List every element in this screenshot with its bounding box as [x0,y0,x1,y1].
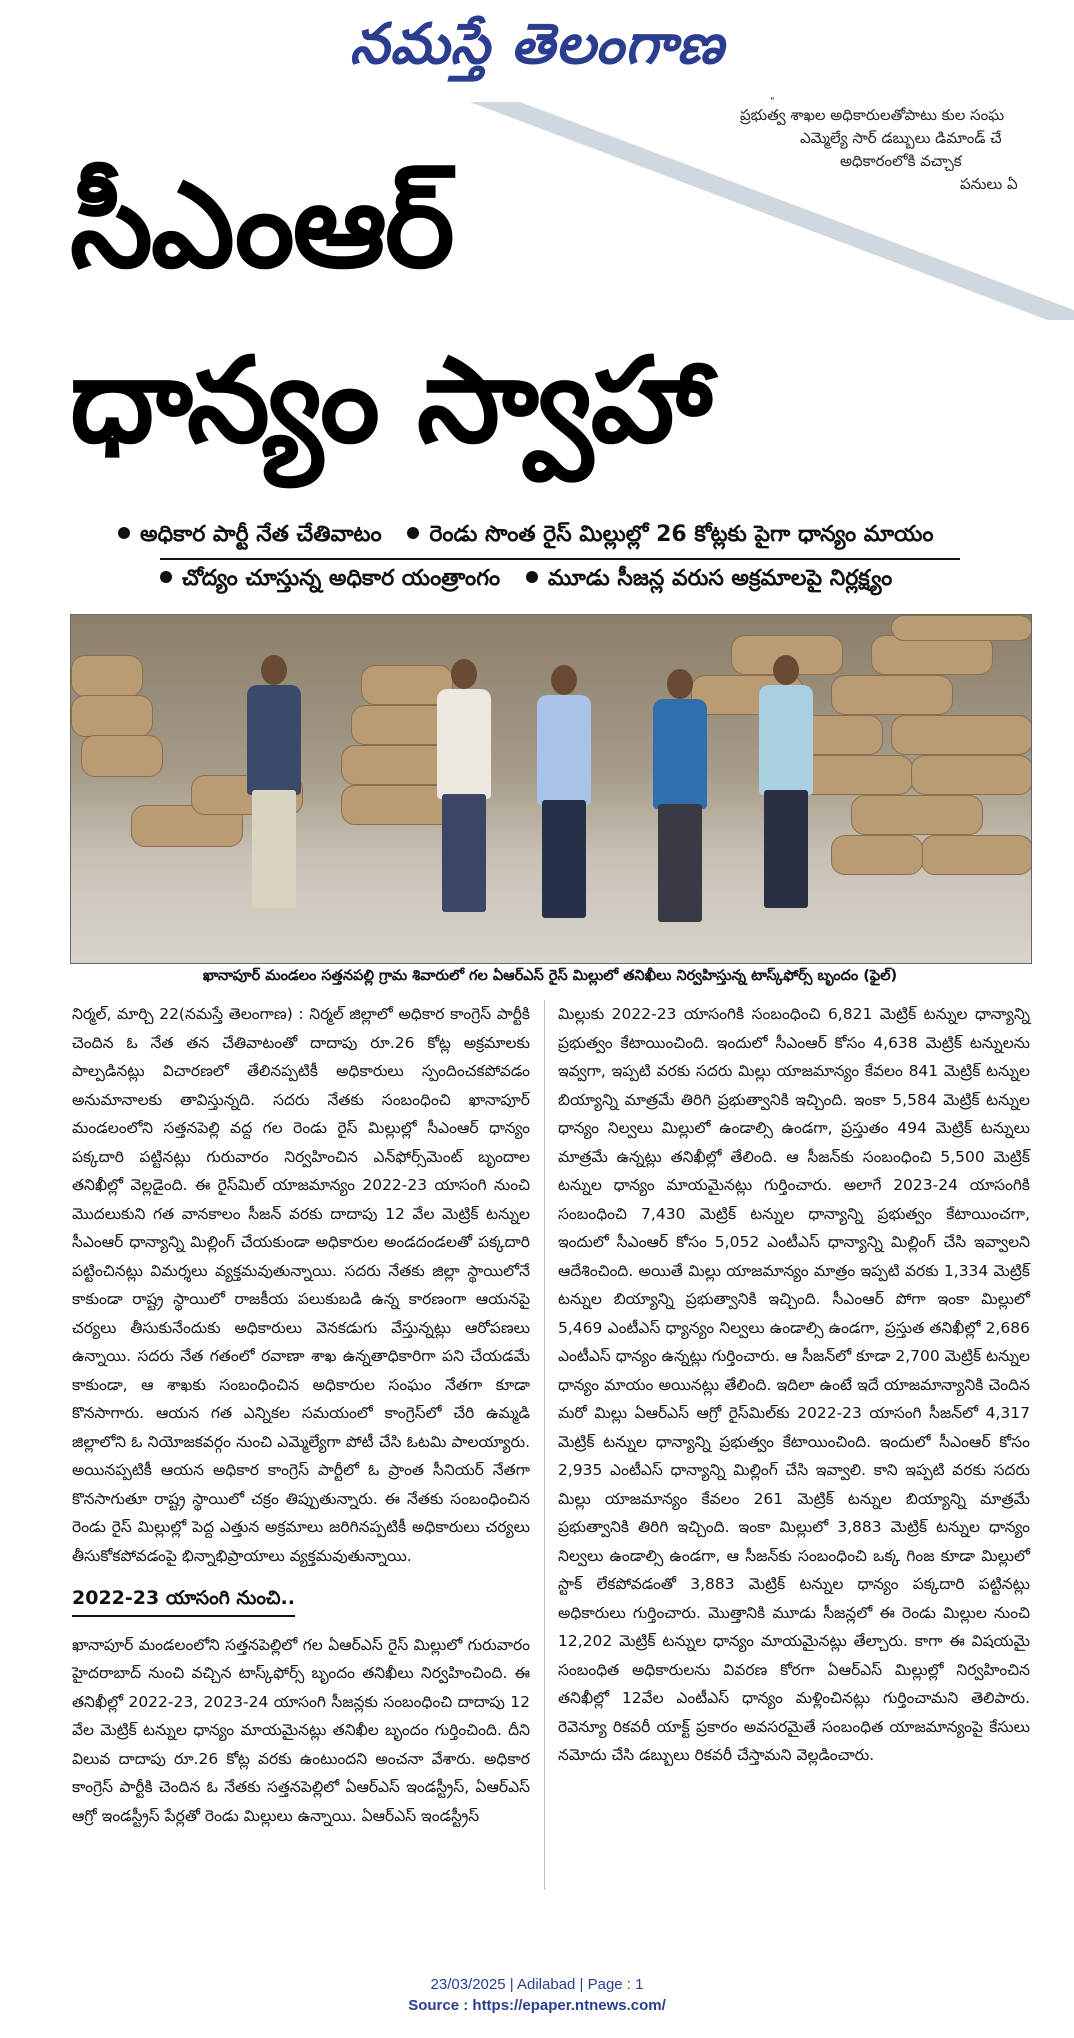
footer-source: Source : https://epaper.ntnews.com/ [408,1997,666,2014]
bullet-icon [160,571,172,583]
corner-line: అధికారంలోకి వచ్చాక [840,152,962,170]
subhead-item: అధికార పార్టీ నేత చేతివాటం [140,522,382,547]
corner-snippet [740,104,1074,214]
section-heading: 2022-23 యాసంగి నుంచి.. [72,1584,295,1617]
subhead-row-2 [160,566,892,596]
subhead-row-1 [118,522,934,552]
article-paragraph: మిల్లుకు 2022-23 యాసంగికి సంబంధించి 6,821 మెట్రిక్ టన్నుల ధాన్యాన్ని ప్రభుత్వం కేటాయించింది. ఇందులో సీఎంఆర్ కోసం 4,638 మెట్రిక్ టన్నులను ఇవ్వగా, ఇప్పటి వరకు సదరు మిల్లు యాజమాన్యం కేవలం 841 మెట్రిక్ టన్నుల బియ్యాన్ని మాత్రమే తిరిగి ప్రభుత్వానికి ఇచ్చింది. ఇంకా 5,584 మెట్రిక్ టన్నుల ధాన్యం నిల్వలు మిల్లులో ఉండాల్సి ఉండగా, ప్రస్తుతం 494 మెట్రిక్ టన్నులు మాత్రమే ఉన్నట్లు తనిఖీల్లో తేలింది. ఆ సీజన్‌కు సంబంధించి 5,500 మెట్రిక్ టన్నుల ధాన్యం మాయమైనట్లు గుర్తించారు. అలాగే 2023-24 యాసంగికి సంబంధించి 7,430 మెట్రిక్ టన్నుల ధాన్యాన్ని ప్రభుత్వం కేటాయించగా, ఇందులో సీఎంఆర్ కోసం 5,052 ఎంటీఎస్ ధాన్యాన్ని మిల్లింగ్ చేసి ఇవ్వాలని ఆదేశించింది. అయితే మిల్లు యాజమాన్యం మాత్రం ఇప్పటి వరకు 1,334 మెట్రిక్ టన్నుల బియ్యాన్ని ప్రభుత్వానికి ఇచ్చింది. సీఎంఆర్ పోగా ఇంకా మిల్లులో 5,469 ఎంటీఎస్ ధ్యాన్యం నిల్వలు ఉండాల్సి ఉండగా, ప్రస్తుత తనిఖీల్లో 2,686 ఎంటీఎస్ ధాన్యం ఉన్నట్లు గుర్తించారు. ఆ సీజన్‌లో కూడా 2,700 మెట్రిక్ టన్నుల ధాన్యం మాయం అయినట్లు తేలింది. ఇదిలా ఉంటే ఇదే యాజమాన్యానికి చెందిన మరో మిల్లు ఏఆర్ఎస్ ఆగ్రో రైస్‌మిల్‌కు 2022-23 యాసంగి సీజన్‌లో 4,317 మెట్రిక్ టన్నుల ధాన్యాన్ని ప్రభుత్వం కేటాయించింది. ఇందులో సీఎంఆర్ కోసం 2,935 ఎంటీఎస్ ధాన్యాన్ని మిల్లింగ్ చేసి ఇవ్వాలి. కాని ఇప్పటి వరకు సదరు మిల్లు యాజమాన్యం కేవలం 261 మెట్రిక్ టన్నుల బియ్యాన్ని మాత్రమే ప్రభుత్వానికి తిరిగి ఇచ్చింది. ఇంకా మిల్లులో 3,883 మెట్రిక్ టన్నుల ధాన్యం నిల్వలు ఉండాల్సి ఉండగా, ఆ సీజన్‌కు సంబంధించి ఒక్క గింజ కూడా మిల్లులో స్టాక్ లేకపోవడంతో 3,883 మెట్రిక్ టన్నుల ధాన్యం పక్కదారి పట్టినట్లు అధికారులు గుర్తించారు. మొత్తానికి మూడు సీజన్లలో ఈ రెండు మిల్లుల నుంచి 12,202 మెట్రిక్ టన్నుల ధాన్యం మాయమైనట్లు తేల్చారు. కాగా ఈ విషయమై సంబంధిత అధికారులను వివరణ కోరగా ఏఆర్ఎస్ మిల్లుల్లో నిర్వహించిన తనిఖీల్లో 12వేల ఎంటీఎస్ ధాన్యం మళ్లించినట్లు గుర్తించామని తెలిపారు. రెవెన్యూ రికవరీ యాక్ట్ ప్రకారం అవసరమైతే సంబంధిత యాజమాన్యంపై కేసులు నమోదు చేసి డబ్బులు రికవరీ చేస్తామని వెల్లడించారు. [558,1005,1030,1764]
article-column-right [558,1000,1030,1770]
page-footer [0,1974,1074,2016]
footer-edition-info: 23/03/2025 | Adilabad | Page : 1 [430,1976,644,1993]
article-paragraph: ఖానాపూర్ మండలంలోని సత్తనపెల్లిలో గల ఏఆర్ఎస్ రైస్ మిల్లులో గురువారం హైదరాబాద్ నుంచి వచ్చిన టాస్క్‌ఫోర్స్ బృందం తనిఖీలు నిర్వహించింది. ఈ తనిఖీల్లో 2022-23, 2023-24 యాసంగి సీజన్లకు సంబంధించి దాదాపు 12 వేల మెట్రిక్ టన్నుల ధాన్యం మాయమైనట్లు తనిఖీల బృందం గుర్తించింది. దీని విలువ దాదాపు రూ.26 కోట్ల వరకు ఉంటుందని అంచనా వేశారు. అధికార కాంగ్రెస్ పార్టీకి చెందిన ఓ నేతకు సత్తనపెల్లిలో ఏఆర్ఎస్ ఇండస్ట్రీస్, ఏఆర్ఎస్ ఆగ్రో ఇండస్ట్రీస్ పేర్లతో రెండు మిల్లులు ఉన్నాయి. ఏఆర్ఎస్ ఇండస్ట్రీస్ [72,1635,531,1825]
subhead-item: చోద్యం చూస్తున్న అధికార యంత్రాంగం [182,566,501,591]
headline-line-2: ధాన్యం స్వాహా [70,331,711,469]
news-photo-rice-mill-inspection [70,614,1032,964]
column-divider [544,1000,545,1890]
subhead-divider [160,558,960,560]
bullet-icon [118,527,130,539]
corner-line: ప్రభుత్వ శాఖల అధికారులతోపాటు కుల సంఘ [740,106,1005,124]
subhead-item: రెండు సొంత రైస్ మిల్లుల్లో 26 కోట్లకు పైగా ధాన్యం మాయం [429,522,934,547]
bullet-icon [407,527,419,539]
headline-line-1: సీఎంఆర్ [70,156,453,294]
bullet-icon [526,571,538,583]
article-column-left [72,1000,530,1830]
photo-caption: ఖానాపూర్ మండలం సత్తనపల్లి గ్రామ శివారులో గల ఏఆర్ఎస్ రైస్ మిల్లులో తనిఖీలు నిర్వహిస్తున్న టాస్క్‌ఫోర్స్ బృందం (ఫైల్) [202,968,898,984]
corner-line: ఎమ్మెల్యే సార్ డబ్బులు డిమాండ్ చే [800,129,1002,147]
newspaper-masthead: నమస్తే తెలంగాణ [349,12,725,77]
corner-snippet-marker: " [770,96,775,107]
corner-line: పనులు ఏ [960,175,1018,193]
subhead-item: మూడు సీజన్ల వరుస అక్రమాలపై నిర్లక్ష్యం [547,566,893,591]
article-paragraph: నిర్మల్, మార్చి 22(నమస్తే తెలంగాణ) : నిర్మల్ జిల్లాలో అధికార కాంగ్రెస్ పార్టీకి చెందిన ఓ నేత తన చేతివాటంతో దాదాపు రూ.26 కోట్ల అక్రమాలకు పాల్పడినట్లు విచారణలో తేలినప్పటికీ అధికారులు స్పందించకపోవడం అనుమానాలకు తావిస్తున్నది. సదరు నేతకు సంబంధించి ఖానాపూర్ మండలంలోని సత్తనపెల్లి వద్ద గల రెండు రైస్ మిల్లుల్లో సీఎంఆర్ ధాన్యం పక్కదారి పట్టినట్లు గురువారం నిర్వహించిన ఎన్‌ఫోర్స్‌మెంట్ బృందాల తనిఖీల్లో వెల్లడైంది. ఈ రైస్‌మిల్ యాజమాన్యం 2022-23 యాసంగి నుంచి మొదలుకుని గత వానకాలం సీజన్ వరకు దాదాపు 12 వేల మెట్రిక్ టన్నుల సీఎంఆర్ ధాన్యాన్ని మిల్లింగ్ చేయకుండా అధికారుల అండదండలతో పక్కదారి పట్టించినట్లు విమర్శలు వ్యక్తమవుతున్నాయి. సదరు నేతకు జిల్లా స్థాయిలోనే కాకుండా రాష్ట్ర స్థాయిలో రాజకీయ పలుకుబడి ఉన్న కారణంగా ఆయనపై చర్యలు తీసుకునేందుకు అధికారులు వెనకడుగు వేస్తున్నట్లు ఆరోపణలు ఉన్నాయి. సదరు నేత గతంలో రవాణా శాఖ ఉన్నతాధికారిగా పని చేయడమే కాకుండా, ఆ శాఖకు సంబంధించిన అధికారుల సంఘం నేతగా కూడా కొనసాగారు. ఆయన గత ఎన్నికల సమయంలో కాంగ్రెస్‌లో చేరి ఉమ్మడి జిల్లాలోని ఓ నియోజకవర్గం నుంచి ఎమ్మెల్యేగా పోటీ చేసి ఓటమి పాలయ్యారు. అయినప్పటికీ ఆయన అధికార కాంగ్రెస్ పార్టీలో ఓ ప్రాంత సీనియర్ నేతగా కొనసాగుతూ రాష్ట్ర స్థాయిలో చక్రం తిప్పుతున్నారు. ఈ నేతకు సంబంధించిన రెండు రైస్ మిల్లుల్లో పెద్ద ఎత్తున అక్రమాలు జరిగినప్పటికీ అధికారులు చర్యలు తీసుకోకపోవడంపై భిన్నాభిప్రాయాలు వ్యక్తమవుతున్నాయి. [72,1005,530,1565]
